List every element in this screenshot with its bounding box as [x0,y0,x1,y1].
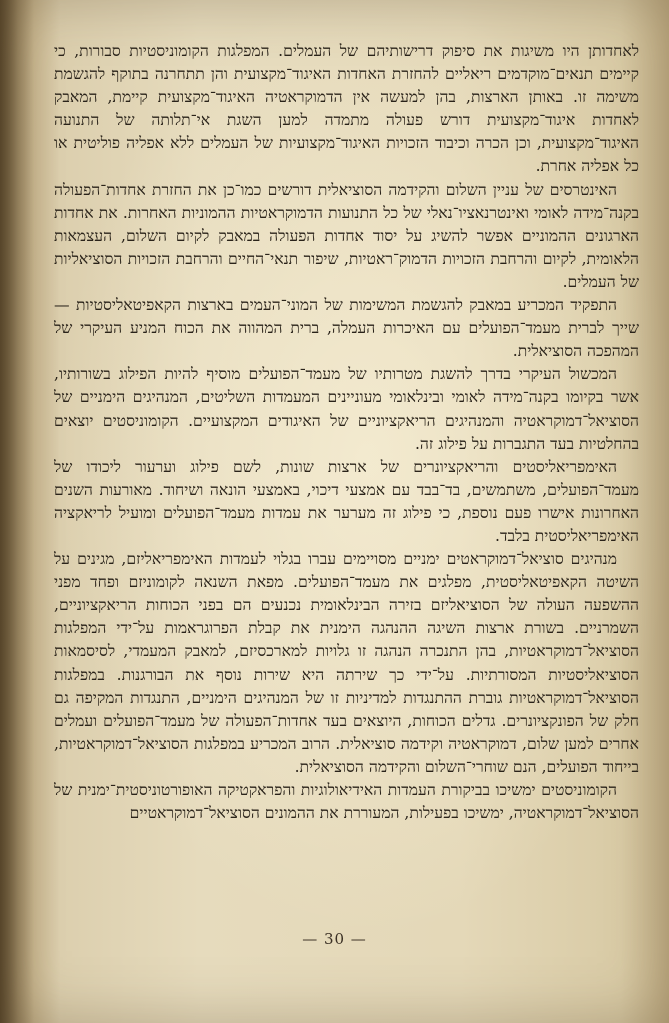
page-number: — 30 — [302,930,367,948]
paragraph-3: התפקיד המכריע במאבק להגשמת המשימות של המוני־העמים בארצות הקאפיטאליסטיות — שייך לברית מעמד־הפועלים עם האיכרות העמלה, ברית המהווה את הכוח המניע העיקרי של המהפכה הסוציאלית. [54,296,639,361]
paragraph-7: הקומוניסטים ימשיכו בביקורת העמדות האידיאולוגיות והפראקטיקה האופורטוניסטית־ימנית של הסוציאל־דמוקראטיה, ימשיכו בפעילות, המעוררת את ההמונים הסוציאל־דמוקראטיים [54,781,639,823]
paragraph-2: האינטרסים של עניין השלום והקידמה הסוציאלית דורשים כמו־כן את החזרת אחדות־הפעולה בקנה־מידה לאומי ואינטרנאציו־נאלי של כל התנועות הדמוקראטיות ההמוניות האחרות. את אחדות הארגונים ההמוניים אפשר להשיג על יסוד אחדות הפעולה במאבק לקיום השלום, העצמאות הלאומית, לקיום והרחבת הזכויות הדמוק־ראטיות, שיפור תנאי־החיים והרחבת הזכויות הסוציאליות של העמלים. [54,180,639,291]
paragraph-6: מנהיגים סוציאל־דמוקראטים ימניים מסויימים עברו בגלוי לעמדות האימפריאליזם, מגינים על השיטה הקאפיטאליסטית, מפלגים את מעמד־הפועלים. מפאת השנאה לקומוניזם ופחד מפני ההשפעה העולה של הסוציאליזם בזירה הבינלאומית נכנעים הם בפני הכוחות הריאקציוניים, השמרניים. בשורת ארצות השיגה ההנהגה הימנית את קבלת הפרוגראמות על־ידי המפלגות הסוציאל־דמוקראטיות, בהן התנכרה הנהגה זו גלויות למארכסיזם, למאבק המעמדי, לסיסמאות הסוציאליסטיות המסורתיות. על־ידי כך שירתה היא שירות נוסף את הבורגנות. במפלגות הסוציאל־דמוקראטיות גוברת ההתנגדות למדיניות זו של המנהיגים הימניים, התנגדות המקיפה גם חלק של הפונקציונרים. גדלים הכוחות, היוצאים בעד אחדות־הפעולה של מעמד־הפועלים ועמלים אחרים למען שלום, דמוקראטיה וקידמה סוציאלית. הרוב המכריע במפלגות הסוציאל־דמוקראטיות, בייחוד הפועלים, הנם שוחרי־השלום והקידמה הסוציאלית. [54,550,639,776]
paragraph-5: האימפריאליסטים והריאקציונרים של ארצות שונות, לשם פילוג וערעור ליכודו של מעמד־הפועלים, משתמשים, בד־בבד עם אמצעי דיכוי, באמצעי הונאה ושיחוד. מאורעות השנים האחרונות אישרו פעם נוספת, כי פילוג זה מערער את עמדות מעמד־הפועלים ומועיל לריאקציה האימפריאליסטית בלבד. [54,457,639,545]
paragraph-1: לאחדותן היו משיגות את סיפוק דרישותיהם של העמלים. המפלגות הקומוניסטיות סבורות, כי קיימים תנאים־מוקדמים ריאליים להחזרת האחדות האיגוד־מקצועית והן תתחרנה בתוקף להגשמת משימה זו. באותן הארצות, בהן למעשה אין הדמוקראטיה האיגוד־מקצועית קיימת, המאבק לאחדות איגוד־מקצועית דורש פעולה מתמדה למען השגת אי־תלותה של התנועה האיגוד־מקצועית, וכן הכרה וכיבוד הזכויות האיגוד־מקצועיות של העמלים ללא אפליה פוליטית או כל אפליה אחרת. [54,42,639,176]
body-text [54,40,639,920]
paragraph-4: המכשול העיקרי בדרך להשגת מטרותיו של מעמד־הפועלים מוסיף להיות הפילוג בשורותיו, אשר בקיומו בקנה־מידה לאומי ובינלאומי מעוניינים המעמדות השליטים, המנהיגים הימניים של הסוציאל־דמוקראטיה והמנהיגים הריאקציוניים של האיגודים המקצועיים. הקומוניסטים יוצאים בהחלטיות בעד התגברות על פילוג זה. [54,365,639,453]
